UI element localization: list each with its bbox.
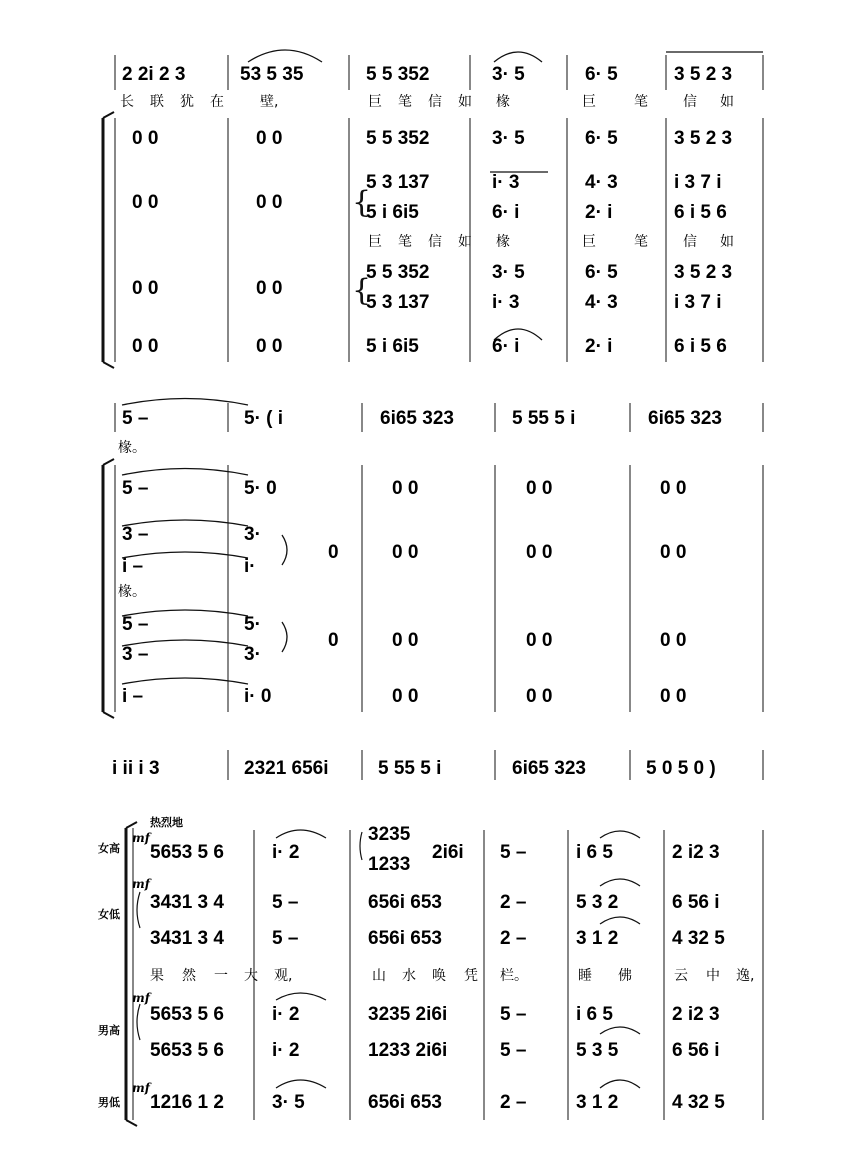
measure: 5653 5 6 bbox=[150, 1040, 224, 1061]
measure: 6· 5 bbox=[585, 64, 618, 85]
measure: i 6 5 bbox=[576, 842, 613, 863]
lyric: 如 bbox=[458, 94, 472, 110]
lyric: 巨 bbox=[582, 94, 596, 110]
measure: 1233 2i6i bbox=[368, 1040, 448, 1061]
dynamics bbox=[132, 831, 152, 1095]
measure: 3· 5 bbox=[492, 128, 525, 149]
measure: 5 3 137 bbox=[366, 172, 430, 193]
lyric: 水 bbox=[402, 968, 416, 984]
melody-row-1 bbox=[122, 64, 732, 85]
measure: 2 i2 3 bbox=[672, 842, 720, 863]
lyric: 中 bbox=[706, 968, 720, 984]
lyric: 椽 bbox=[496, 94, 510, 110]
measure: 4· 3 bbox=[585, 292, 618, 313]
expression-mark: 热烈地 bbox=[150, 816, 183, 829]
measure: i 3 7 i bbox=[674, 172, 722, 193]
measure: 656i 653 bbox=[368, 1092, 442, 1113]
lyric: 椽 bbox=[496, 234, 510, 250]
lyric: 山 bbox=[372, 968, 386, 984]
measure: 6· 5 bbox=[585, 128, 618, 149]
measure: 3235 bbox=[368, 824, 411, 845]
lyric: 云 bbox=[674, 968, 688, 984]
measure: 5 – bbox=[122, 478, 149, 499]
lyric: 壁, bbox=[260, 94, 279, 110]
measure: 3 – bbox=[122, 644, 149, 665]
lyric: 唤 bbox=[432, 968, 446, 984]
measure: 3 5 2 3 bbox=[674, 64, 733, 85]
lyric: 巨 bbox=[368, 94, 382, 110]
measure: 5· bbox=[244, 614, 261, 635]
measure: i· 2 bbox=[272, 842, 300, 863]
measure: i 6 5 bbox=[576, 1004, 613, 1025]
measure: 0 0 bbox=[660, 686, 687, 707]
measure: 5 – bbox=[500, 1040, 527, 1061]
measure: 5 5 352 bbox=[366, 262, 430, 283]
lyric: 睡 bbox=[578, 968, 592, 984]
measure: 0 bbox=[328, 542, 339, 563]
measure: 6· i bbox=[492, 336, 520, 357]
measure: 3431 3 4 bbox=[150, 928, 224, 949]
lyric: 联 bbox=[150, 94, 164, 110]
measure: 0 bbox=[328, 630, 339, 651]
lyric: 栏。 bbox=[500, 968, 528, 984]
measure: 0 0 bbox=[132, 192, 159, 213]
measure: 53 5 35 bbox=[240, 64, 304, 85]
lyric: 信 bbox=[683, 234, 697, 250]
lyric: 巨 bbox=[582, 234, 596, 250]
measure: 0 0 bbox=[132, 278, 159, 299]
lyric: 信 bbox=[683, 94, 697, 110]
system-4 bbox=[98, 815, 763, 1126]
measure: 1233 bbox=[368, 854, 411, 875]
lyric: 凭 bbox=[464, 968, 478, 984]
measure: 2i6i bbox=[432, 842, 464, 863]
measure: 2 2i 2 3 bbox=[122, 64, 186, 85]
measure: 3 5 2 3 bbox=[674, 128, 733, 149]
measure: 0 0 bbox=[132, 336, 159, 357]
dynamic-mark: mf bbox=[132, 877, 150, 891]
system-1 bbox=[103, 50, 763, 368]
measure: 4· 3 bbox=[585, 172, 618, 193]
measure: 3· 5 bbox=[272, 1092, 305, 1113]
measure: 3 – bbox=[122, 524, 149, 545]
measure: i – bbox=[122, 686, 144, 707]
measure: 2· i bbox=[585, 336, 613, 357]
measure: 5 3 2 bbox=[576, 892, 619, 913]
measure: 3· bbox=[244, 644, 261, 665]
measure: 0 0 bbox=[256, 128, 283, 149]
measure: 5 55 5 i bbox=[378, 758, 442, 779]
measure: i – bbox=[122, 556, 144, 577]
measure: 2 – bbox=[500, 1092, 527, 1113]
system-3 bbox=[112, 750, 763, 780]
measure: 6· i bbox=[492, 202, 520, 223]
measure: 0 0 bbox=[392, 686, 419, 707]
measure: 5 5 352 bbox=[366, 128, 430, 149]
measure: 2 i2 3 bbox=[672, 1004, 720, 1025]
svg-text:{: { bbox=[352, 185, 372, 220]
measure: 0 0 bbox=[526, 478, 553, 499]
measure: 3431 3 4 bbox=[150, 892, 224, 913]
lyric: 笔 bbox=[398, 234, 412, 250]
measure: 5 – bbox=[500, 842, 527, 863]
measure: 0 0 bbox=[256, 336, 283, 357]
lyric: 长 bbox=[120, 94, 134, 110]
measure: 1216 1 2 bbox=[150, 1092, 224, 1113]
measure: 5 0 5 0 ) bbox=[646, 758, 716, 779]
measure: 656i 653 bbox=[368, 928, 442, 949]
measure: 2· i bbox=[585, 202, 613, 223]
measure: 5 i 6i5 bbox=[366, 336, 419, 357]
measure: 0 0 bbox=[392, 542, 419, 563]
measure: 6 i 5 6 bbox=[674, 202, 727, 223]
measure: 0 0 bbox=[660, 542, 687, 563]
measure: 0 0 bbox=[526, 686, 553, 707]
measure: 5 3 5 bbox=[576, 1040, 619, 1061]
measure: 0 0 bbox=[660, 630, 687, 651]
measure: i ii i 3 bbox=[112, 758, 160, 779]
interlude-row bbox=[112, 758, 716, 779]
measure: 5 3 137 bbox=[366, 292, 430, 313]
lyric: 椽。 bbox=[118, 440, 146, 456]
measure: 4 32 5 bbox=[672, 1092, 725, 1113]
lyric: 如 bbox=[720, 234, 734, 250]
measure: i· 0 bbox=[244, 686, 272, 707]
lyric: 佛 bbox=[618, 968, 632, 984]
lyric: 在 bbox=[210, 94, 224, 110]
measure: i· 2 bbox=[272, 1040, 300, 1061]
lyric: 犹 bbox=[180, 94, 194, 110]
lyric: 一 bbox=[214, 968, 228, 984]
lyric: 如 bbox=[458, 234, 472, 250]
measure: 6 56 i bbox=[672, 892, 720, 913]
measure: 5 – bbox=[500, 1004, 527, 1025]
melody-row-2 bbox=[122, 408, 722, 429]
lyric: 观, bbox=[274, 968, 293, 984]
measure: 3 1 2 bbox=[576, 1092, 619, 1113]
measure: 5 – bbox=[272, 892, 299, 913]
measure: 2321 656i bbox=[244, 758, 329, 779]
measure: 0 0 bbox=[256, 278, 283, 299]
measure: 0 0 bbox=[392, 478, 419, 499]
measure: 656i 653 bbox=[368, 892, 442, 913]
measure: 2 – bbox=[500, 928, 527, 949]
label-alto: 女低 bbox=[98, 908, 120, 921]
lyric: 椽。 bbox=[118, 584, 146, 600]
measure: 3· 5 bbox=[492, 64, 525, 85]
lyric: 然 bbox=[182, 968, 196, 984]
measure: 5· 0 bbox=[244, 478, 277, 499]
measure: 5 55 5 i bbox=[512, 408, 576, 429]
measure: 5 5 352 bbox=[366, 64, 430, 85]
system-2 bbox=[103, 399, 763, 719]
measure: 3235 2i6i bbox=[368, 1004, 448, 1025]
measure: 0 0 bbox=[660, 478, 687, 499]
lyrics-row-1b bbox=[368, 233, 734, 250]
label-tenor: 男高 bbox=[98, 1024, 120, 1037]
lyric: 笔 bbox=[634, 234, 648, 250]
measure: 6i65 323 bbox=[648, 408, 722, 429]
measure: 2 – bbox=[500, 892, 527, 913]
measure: 0 0 bbox=[526, 542, 553, 563]
measure: 6i65 323 bbox=[380, 408, 454, 429]
label-soprano: 女高 bbox=[98, 842, 120, 855]
lyric: 如 bbox=[720, 94, 734, 110]
measure: 3· 5 bbox=[492, 262, 525, 283]
svg-text:{: { bbox=[352, 273, 372, 308]
label-bass: 男低 bbox=[98, 1096, 120, 1109]
measure: 6 56 i bbox=[672, 1040, 720, 1061]
measure: 3· bbox=[244, 524, 261, 545]
measure: 0 0 bbox=[132, 128, 159, 149]
lyric: 笔 bbox=[634, 94, 648, 110]
lyric: 笔 bbox=[398, 94, 412, 110]
measure: 6 i 5 6 bbox=[674, 336, 727, 357]
measure: 6i65 323 bbox=[512, 758, 586, 779]
lyric: 大 bbox=[244, 968, 258, 984]
part-labels bbox=[98, 841, 120, 1109]
lyric: 信 bbox=[428, 94, 442, 110]
measure: i· 2 bbox=[272, 1004, 300, 1025]
measure: 4 32 5 bbox=[672, 928, 725, 949]
lyrics-row-1 bbox=[120, 93, 734, 110]
choir-parts-2 bbox=[122, 478, 686, 707]
measure: 5 – bbox=[272, 928, 299, 949]
measure: 5 – bbox=[122, 408, 149, 429]
measure: 3 5 2 3 bbox=[674, 262, 733, 283]
lyric: 逸, bbox=[736, 968, 755, 984]
measure: 5 – bbox=[122, 614, 149, 635]
measure: i· 3 bbox=[492, 172, 520, 193]
measure: i 3 7 i bbox=[674, 292, 722, 313]
dynamic-mark: mf bbox=[132, 831, 150, 845]
measure: 5 i 6i5 bbox=[366, 202, 419, 223]
measure: i· 3 bbox=[492, 292, 520, 313]
measure: 3 1 2 bbox=[576, 928, 619, 949]
lyric: 果 bbox=[150, 968, 164, 984]
measure: 0 0 bbox=[256, 192, 283, 213]
measure: 5653 5 6 bbox=[150, 842, 224, 863]
measure: 0 0 bbox=[392, 630, 419, 651]
measure: 0 0 bbox=[526, 630, 553, 651]
measure: 5653 5 6 bbox=[150, 1004, 224, 1025]
lyric: 巨 bbox=[368, 234, 382, 250]
lyric: 信 bbox=[428, 234, 442, 250]
dynamic-mark: mf bbox=[132, 1081, 150, 1095]
measure: 5· ( i bbox=[244, 408, 284, 429]
measure: 6· 5 bbox=[585, 262, 618, 283]
measure: i· bbox=[244, 556, 256, 577]
dynamic-mark: mf bbox=[132, 991, 150, 1005]
